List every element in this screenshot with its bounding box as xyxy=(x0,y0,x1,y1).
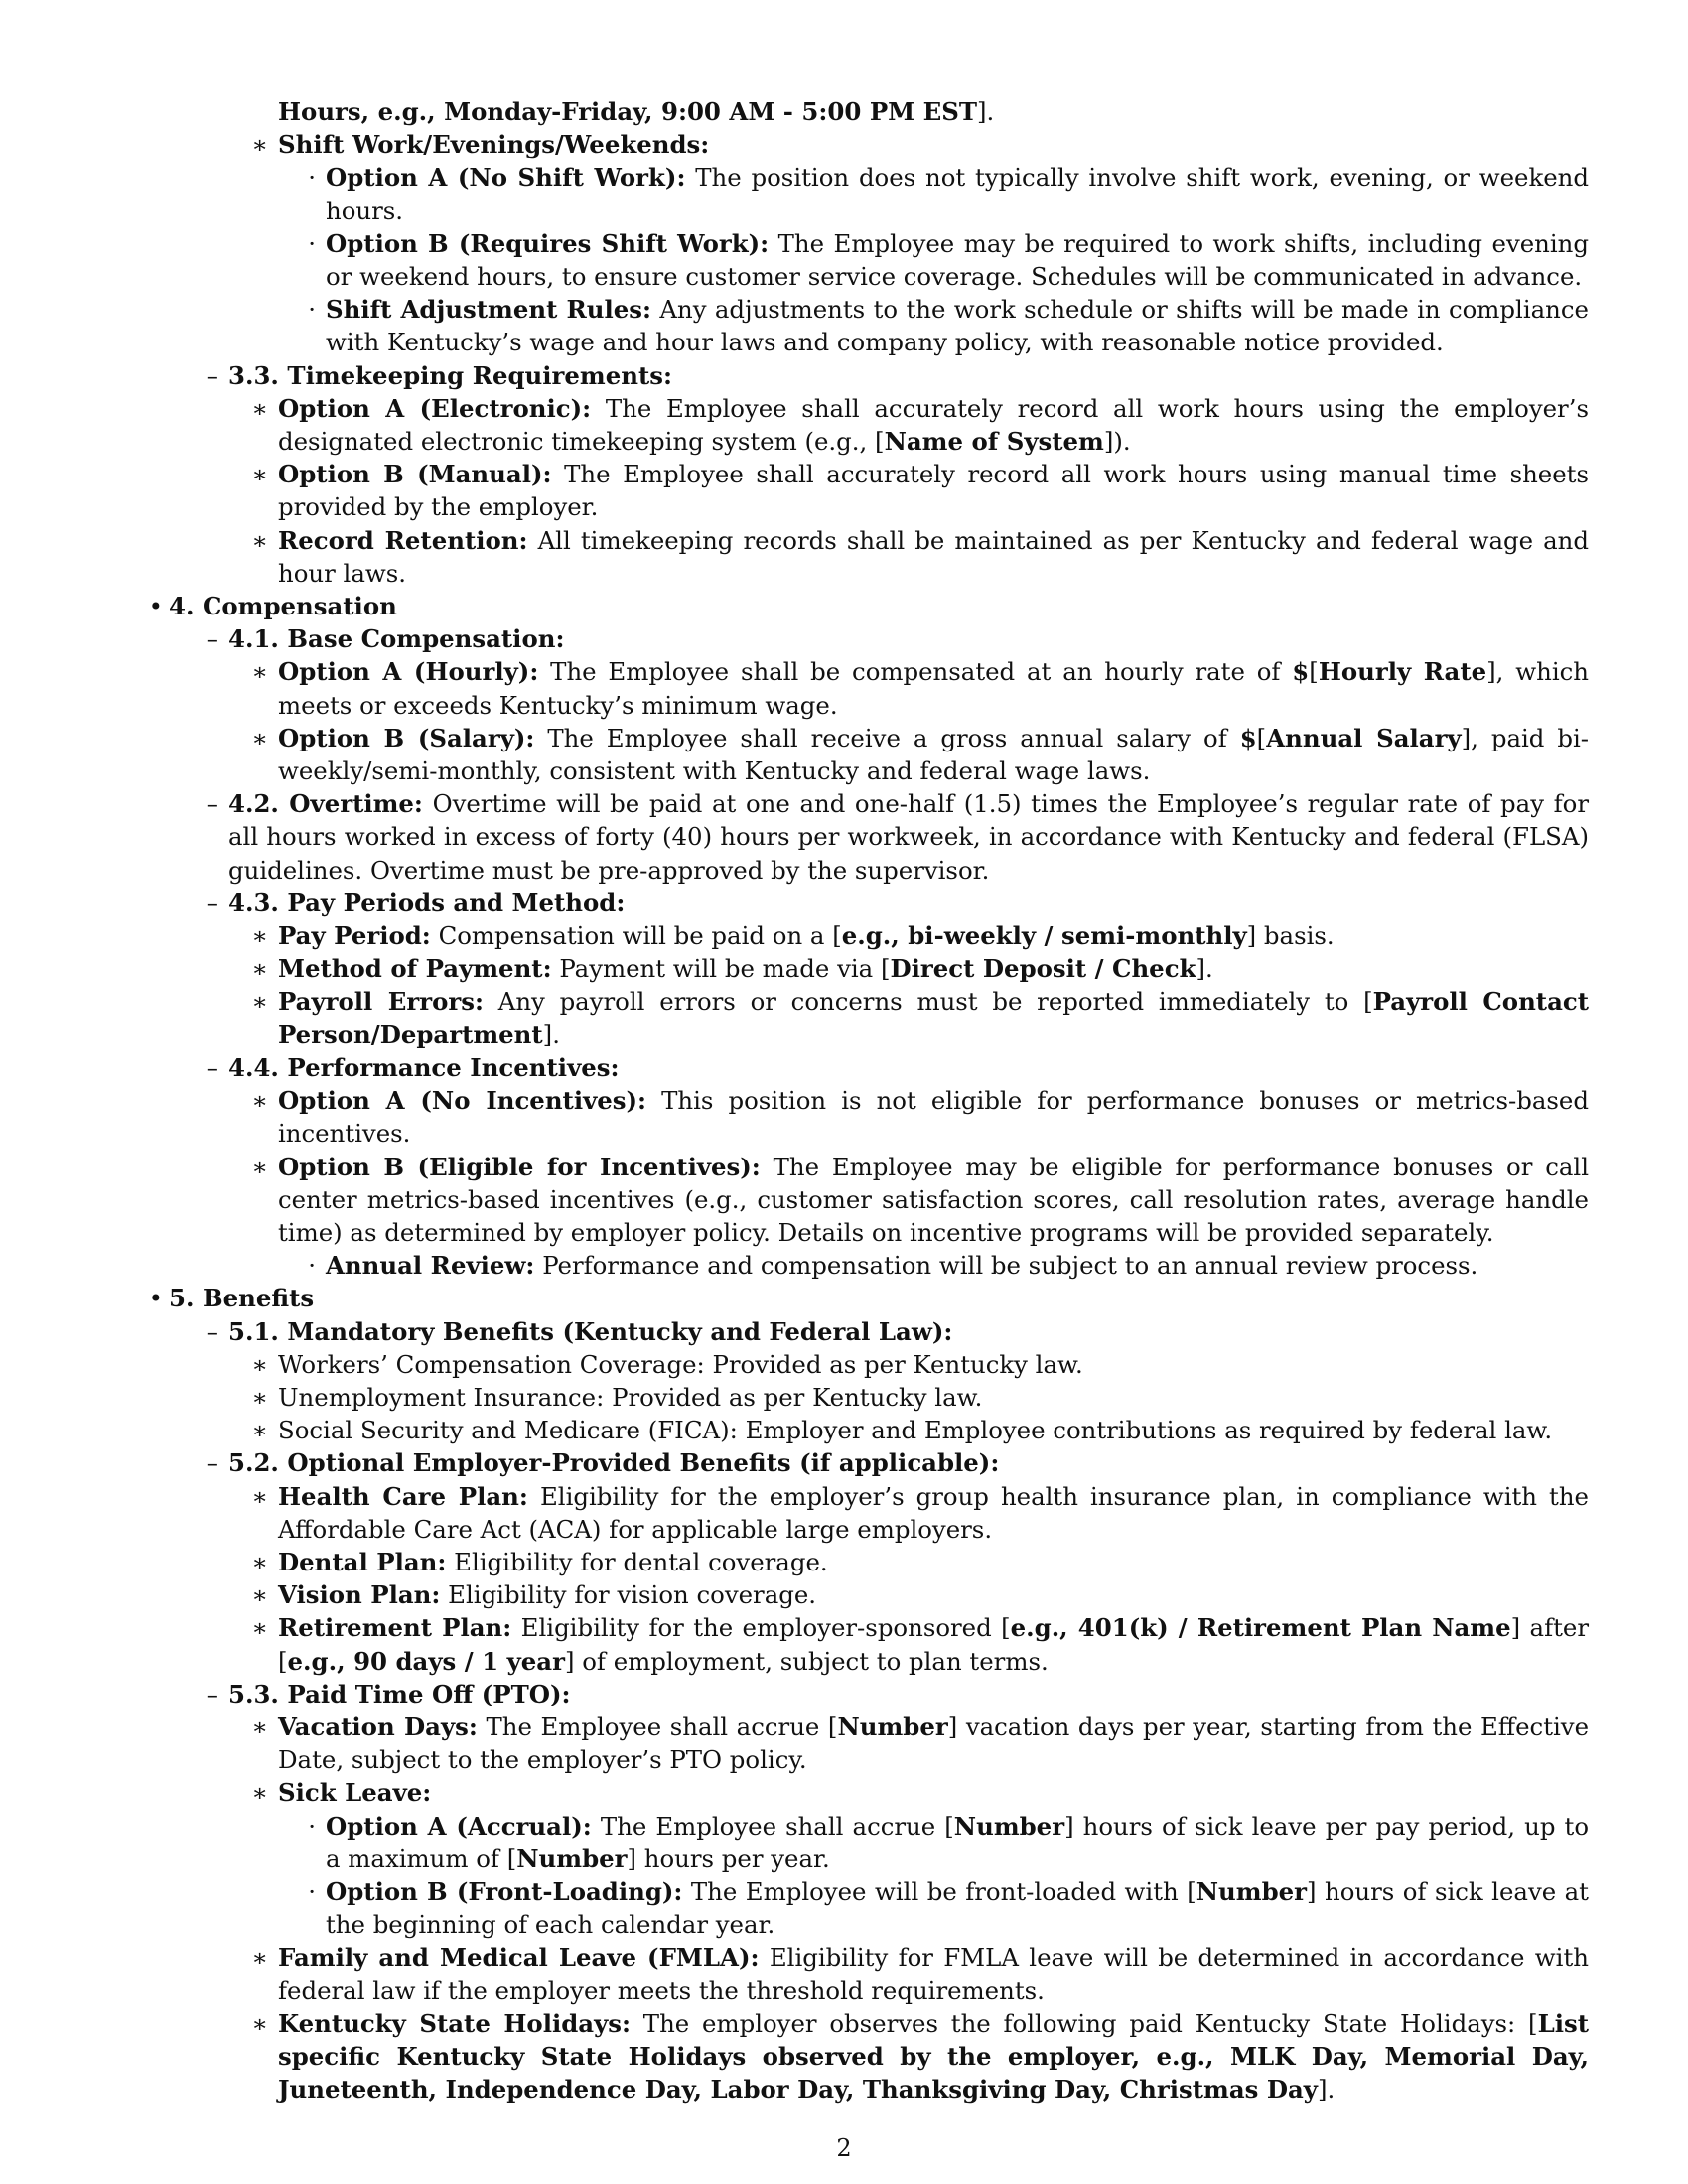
section-4-2-overtime: – 4.2. Overtime: Overtime will be paid at one and one-half (1.5) times the Employee’s regular rate of pay for all hours worked in excess of forty (40) hours per workweek, in accordance with Kentucky and federal (FLSA) guidelines. Overtime must be pre-approved by the supervisor. xyxy=(206,789,1589,885)
incentives-option-b: ∗ Option B (Eligible for Incentives): The Employee may be eligible for performance bonuses or call center metrics-based incentives (e.g., customer satisfaction scores, call resolution rates, average handle time) as determined by employer policy. Details on incentive programs will be provided separately. xyxy=(251,1152,1590,1247)
document-page xyxy=(139,95,1589,2106)
section-5-1-heading: – 5.1. Mandatory Benefits (Kentucky and Federal Law): xyxy=(206,1316,953,1346)
shift-work-item: ∗ Shift Work/Evenings/Weekends: xyxy=(251,130,710,160)
sick-leave-heading: ∗ Sick Leave: xyxy=(251,1778,432,1808)
sick-leave-option-a: · Option A (Accrual): The Employee shall accrue [Number] hours of sick leave per pay period, up to a maximum of [Number] hours per year. xyxy=(308,1811,1590,1873)
page-number: 2 xyxy=(836,2134,852,2162)
base-comp-option-a: ∗ Option A (Hourly): The Employee shall be compensated at an hourly rate of $[Hourly Rate], which meets or exceeds Kentucky’s minimum wage. xyxy=(251,657,1590,720)
shift-option-a: · Option A (No Shift Work): The position does not typically involve shift work, evening, or weekend hours. xyxy=(308,163,1590,225)
timekeeping-option-a: ∗ Option A (Electronic): The Employee shall accurately record all work hours using the employer’s designated electronic timekeeping system (e.g., [Name of System]). xyxy=(251,393,1589,457)
kentucky-state-holidays: ∗ Kentucky State Holidays: The employer observes the following paid Kentucky State Holidays: [List specific Kentucky State Holidays observed by the employer, e.g., MLK Day, Memorial Day, Juneteenth, Independence Day, Labor Day, Thanksgiving Day, Christmas Day]. xyxy=(251,2008,1589,2105)
health-care-plan: ∗ Health Care Plan: Eligibility for the employer’s group health insurance plan, in compliance with the Affordable Care Act (ACA) for applicable large employers. xyxy=(251,1481,1589,1544)
section-4-4-heading: – 4.4. Performance Incentives: xyxy=(206,1052,620,1082)
payroll-errors: ∗ Payroll Errors: Any payroll errors or concerns must be reported immediately to [Payroll Contact Person/Department]. xyxy=(251,987,1589,1049)
mandatory-benefit-item: ∗ Unemployment Insurance: Provided as per Kentucky law. xyxy=(251,1382,983,1412)
shift-option-b: · Option B (Requires Shift Work): The Employee may be required to work shifts, including evening or weekend hours, to ensure customer service coverage. Schedules will be communicated in advance. xyxy=(308,228,1589,292)
record-retention: ∗ Record Retention: All timekeeping records shall be maintained as per Kentucky and federal wage and hour laws. xyxy=(251,525,1589,588)
sick-leave-option-b: · Option B (Front-Loading): The Employee will be front-loaded with [Number] hours of sick leave at the beginning of each calendar year. xyxy=(308,1876,1589,1940)
mandatory-benefit-item: ∗ Social Security and Medicare (FICA): Employer and Employee contributions as required by federal law. xyxy=(251,1416,1553,1445)
section-4-heading: • 4. Compensation xyxy=(148,592,397,621)
vacation-days: ∗ Vacation Days: The Employee shall accrue [Number] vacation days per year, starting from the Effective Date, subject to the employer’s PTO policy. xyxy=(251,1711,1590,1775)
method-of-payment: ∗ Method of Payment: Payment will be made via [Direct Deposit / Check]. xyxy=(251,954,1213,984)
shift-adjustment-rules: · Shift Adjustment Rules: Any adjustments to the work schedule or shifts will be made in compliance with Kentucky’s wage and hour laws and company policy, with reasonable notice provided. xyxy=(308,295,1589,357)
section-5-3-heading: – 5.3. Paid Time Off (PTO): xyxy=(206,1679,571,1708)
retirement-plan: ∗ Retirement Plan: Eligibility for the employer-sponsored [e.g., 401(k) / Retirement Plan Name] after [e.g., 90 days / 1 year] of employment, subject to plan terms. xyxy=(251,1613,1589,1676)
mandatory-benefit-item: ∗ Workers’ Compensation Coverage: Provided as per Kentucky law. xyxy=(251,1349,1083,1379)
vision-plan: ∗ Vision Plan: Eligibility for vision coverage. xyxy=(251,1580,817,1610)
section-3-3-heading: – 3.3. Timekeeping Requirements: xyxy=(206,360,672,390)
incentives-option-a: ∗ Option A (No Incentives): This position is not eligible for performance bonuses or metrics-based incentives. xyxy=(251,1086,1589,1149)
pay-period: ∗ Pay Period: Compensation will be paid on a [e.g., bi-weekly / semi-monthly] basis. xyxy=(251,921,1335,951)
section-4-3-heading: – 4.3. Pay Periods and Method: xyxy=(206,887,626,917)
section-5-heading: • 5. Benefits xyxy=(148,1284,315,1313)
dental-plan: ∗ Dental Plan: Eligibility for dental coverage. xyxy=(251,1547,828,1576)
continuation-line: Hours, e.g., Monday-Friday, 9:00 AM - 5:00 PM EST]. xyxy=(278,97,995,126)
base-comp-option-b: ∗ Option B (Salary): The Employee shall receive a gross annual salary of $[Annual Salary], paid bi-weekly/semi-monthly, consistent with Kentucky and federal wage laws. xyxy=(251,723,1590,786)
fmla: ∗ Family and Medical Leave (FMLA): Eligibility for FMLA leave will be determined in accordance with federal law if the employer meets the threshold requirements. xyxy=(251,1943,1589,2005)
annual-review: · Annual Review: Performance and compensation will be subject to an annual review process. xyxy=(308,1251,1478,1281)
section-4-1-heading: – 4.1. Base Compensation: xyxy=(206,624,565,654)
section-5-2-heading: – 5.2. Optional Employer-Provided Benefits (if applicable): xyxy=(206,1448,1000,1478)
timekeeping-option-b: ∗ Option B (Manual): The Employee shall accurately record all work hours using manual time sheets provided by the employer. xyxy=(251,460,1589,522)
